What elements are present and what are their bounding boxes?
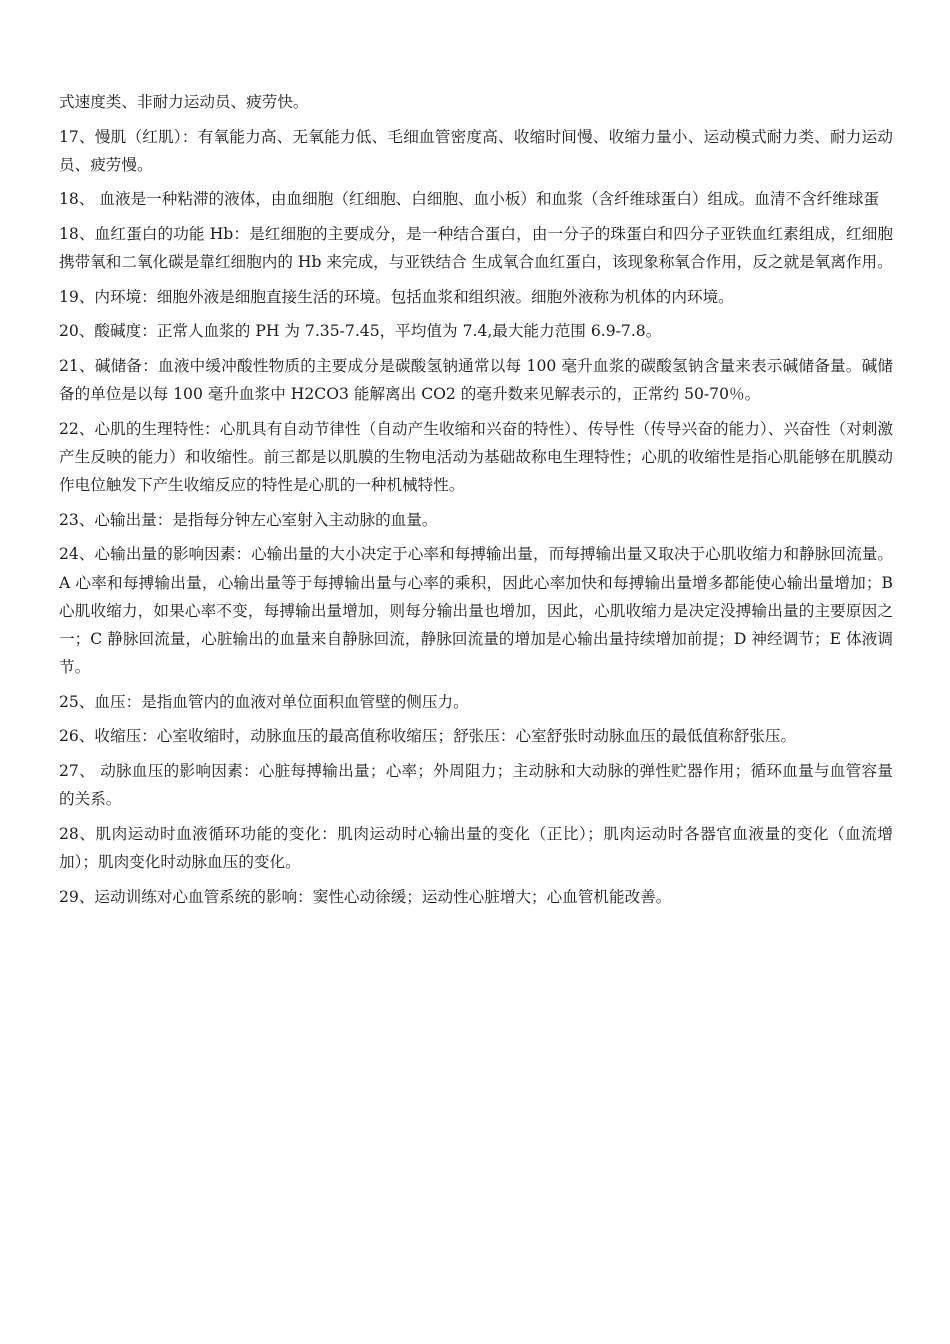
paragraph-29-training-effects: 29、运动训练对心血管系统的影响：窦性心动徐缓；运动性心脏增大；心血管机能改善。: [59, 887, 672, 906]
paragraph-fast-muscle-continued: 式速度类、非耐力运动员、疲劳快。: [59, 93, 309, 111]
paragraph-28-circulation-changes: 28、肌肉运动时血液循环功能的变化：肌肉运动时心输出量的变化（正比）；肌肉运动时各器官血液量的变化（血流增加）；肌肉变化时动脉血压的变化。: [59, 824, 893, 871]
document-body: [59, 88, 893, 917]
paragraph-27-pressure-factors: 27、 动脉血压的影响因素：心脏每搏输出量；心率；外周阻力；主动脉和大动脉的弹性贮器作用；循环血量与血管容量的关系。: [59, 761, 893, 809]
paragraph-20-ph: 20、酸碱度：正常人血浆的 PH 为 7.35-7.45，平均值为 7.4,最大能力范围 6.9-7.8。: [59, 322, 662, 341]
paragraph-25-blood-pressure: 25、血压：是指血管内的血液对单位面积血管壁的侧压力。: [59, 692, 469, 711]
paragraph-23-cardiac-output: 23、心输出量：是指每分钟左心室射入主动脉的血量。: [59, 510, 438, 529]
paragraph-22-cardiac-muscle: 22、心肌的生理特性：心肌具有自动节律性（自动产生收缩和兴奋的特性）、传导性（传导兴奋的能力）、兴奋性（对刺激产生反映的能力）和收缩性。前三都是以肌膜的生物电活动为基础故称电生理特性；心肌的收缩性是指心肌能够在肌膜动作电位触发下产生收缩反应的特性是心肌的一种机械特性。: [59, 419, 893, 495]
paragraph-19-internal-environment: 19、内环境：细胞外液是细胞直接生活的环境。包括血浆和组织液。细胞外液称为机体的内环境。: [59, 287, 734, 306]
paragraph-26-systolic-diastolic: 26、收缩压：心室收缩时，动脉血压的最高值称收缩压；舒张压：心室舒张时动脉血压的最低值称舒张压。: [59, 727, 797, 746]
paragraph-24-output-factors: 24、心输出量的影响因素：心输出量的大小决定于心率和每搏输出量，而每搏输出量又取决于心肌收缩力和静脉回流量。A 心率和每搏输出量，心输出量等于每搏输出量与心率的乘积，因此心率加快和每搏输出量增多都能使心输出量增加；B 心肌收缩力，如果心率不变，每搏输出量增加，则每分输出量也增加，因此，心肌收缩力是决定没搏输出量的主要原因之一；C 静脉回流量，心脏输出的血量来自静脉回流，静脉回流量的增加是心输出量持续增加前提；D 神经调节；E 体液调节。: [59, 545, 893, 677]
paragraph-18-blood: 18、 血液是一种粘滞的液体，由血细胞（红细胞、白细胞、血小板）和血浆（含纤维球蛋白）组成。血清不含纤维球蛋: [59, 190, 880, 209]
paragraph-21-alkali-reserve: 21、碱储备：血液中缓冲酸性物质的主要成分是碳酸氢钠通常以每 100 毫升血浆的碳酸氢钠含量来表示碱储备量。碱储备的单位是以每 100 毫升血浆中 H2CO3 能解离出 CO2 的毫升数来见解表示的，正常约 50-70％。: [59, 356, 893, 404]
paragraph-17-slow-muscle: 17、慢肌（红肌）：有氧能力高、无氧能力低、毛细血管密度高、收缩时间慢、收缩力量小、运动模式耐力类、耐力运动员、疲劳慢。: [59, 127, 893, 174]
paragraph-18-hemoglobin: 18、血红蛋白的功能 Hb：是红细胞的主要成分，是一种结合蛋白，由一分子的珠蛋白和四分子亚铁血红素组成，红细胞携带氧和二氧化碳是靠红细胞内的 Hb 来完成，与亚铁结合 生成氧合血红蛋白，该现象称氧合作用，反之就是氧离作用。: [59, 224, 893, 272]
